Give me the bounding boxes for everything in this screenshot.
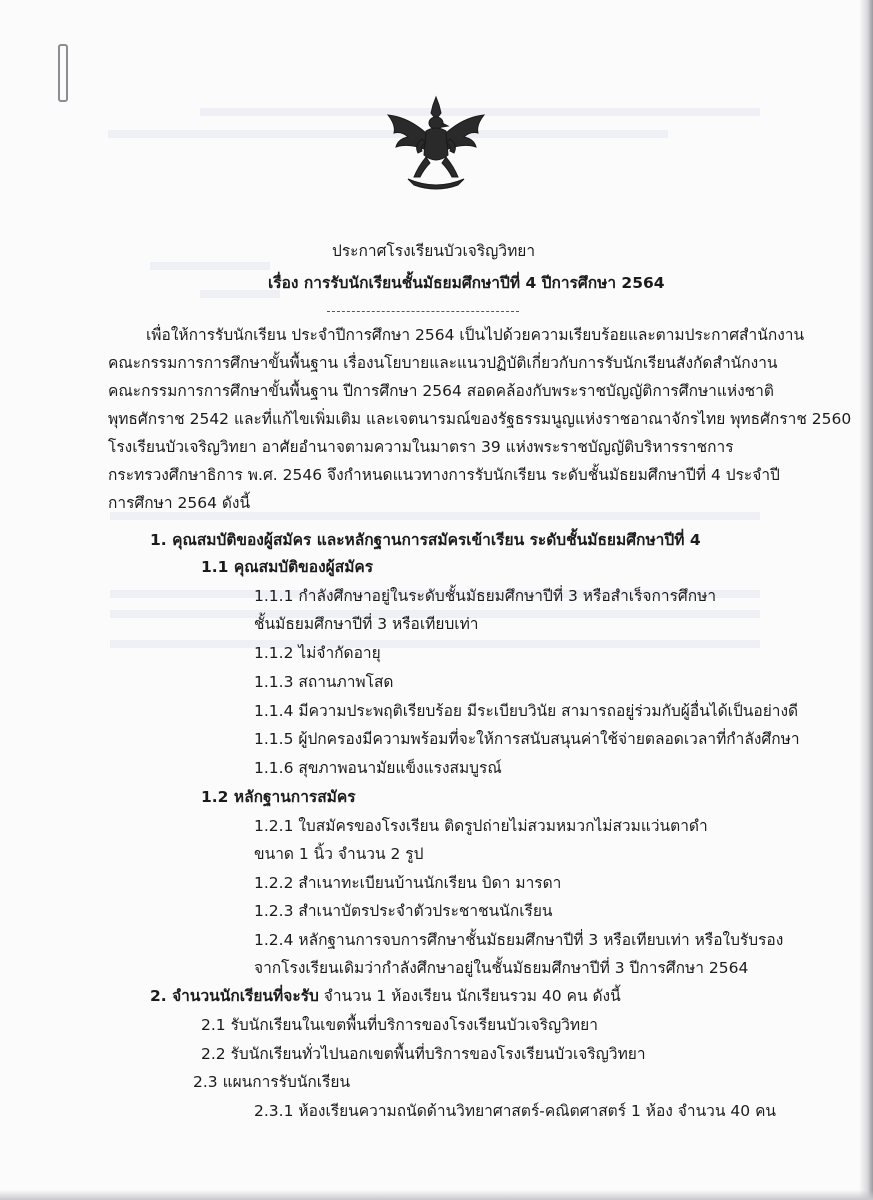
list-item: 1.1.1 กำลังศึกษาอยู่ในระดับชั้นมัธยมศึกษาปีที่ 3 หรือสำเร็จการศึกษา [254, 587, 717, 605]
list-item: 1.1.6 สุขภาพอนามัยแข็งแรงสมบูรณ์ [254, 759, 502, 777]
subsection-heading: 1.1 คุณสมบัติของผู้สมัคร [201, 558, 374, 576]
announcement-subject: เรื่อง การรับนักเรียนชั้นมัธยมศึกษาปีที่ 4 ปีการศึกษา 2564 [268, 274, 665, 292]
list-item: 2.3 แผนการรับนักเรียน [193, 1073, 351, 1091]
separator-line [327, 311, 519, 312]
list-item: 1.1.4 มีความประพฤติเรียบร้อย มีระเบียบวินัย สามารถอยู่ร่วมกับผู้อื่นได้เป็นอย่างดี [254, 702, 799, 720]
announcement-title: ประกาศโรงเรียนบัวเจริญวิทยา [332, 242, 536, 260]
list-item: 1.2.1 ใบสมัครของโรงเรียน ติดรูปถ่ายไม่สวมหมวกไม่สวมแว่นตาดำ [254, 817, 708, 835]
intro-line: คณะกรรมการการศึกษาขั้นพื้นฐาน เรื่องนโยบายและแนวปฏิบัติเกี่ยวกับการรับนักเรียนสังกัดสำนักงาน [108, 354, 778, 372]
intro-line: เพื่อให้การรับนักเรียน ประจำปีการศึกษา 2564 เป็นไปด้วยความเรียบร้อยและตามประกาศสำนักงาน [146, 326, 805, 344]
scan-edge [0, 1190, 873, 1200]
staple [58, 44, 68, 102]
section-heading-label: 2. จำนวนนักเรียนที่จะรับ [150, 987, 319, 1005]
list-item: ชั้นมัธยมศึกษาปีที่ 3 หรือเทียบเท่า [254, 615, 479, 633]
list-item: 1.1.2 ไม่จำกัดอายุ [254, 644, 381, 662]
intro-line: การศึกษา 2564 ดังนี้ [108, 494, 251, 512]
intro-line: พุทธศักราช 2542 และที่แก้ไขเพิ่มเติม และเจตนารมณ์ของรัฐธรรมนูญแห่งราชอาณาจักรไทย พุทธศักราช 2560 [108, 410, 852, 428]
intro-line: คณะกรรมการการศึกษาขั้นพื้นฐาน ปีการศึกษา 2564 สอดคล้องกับพระราชบัญญัติการศึกษาแห่งชาติ [108, 382, 774, 400]
list-item: 2.3.1 ห้องเรียนความถนัดด้านวิทยาศาสตร์-คณิตศาสตร์ 1 ห้อง จำนวน 40 คน [254, 1102, 777, 1120]
section-heading [150, 985, 621, 1007]
list-item: 2.1 รับนักเรียนในเขตพื้นที่บริการของโรงเรียนบัวเจริญวิทยา [201, 1016, 598, 1034]
list-item: 1.2.4 หลักฐานการจบการศึกษาชั้นมัธยมศึกษาปีที่ 3 หรือเทียบเท่า หรือใบรับรอง [254, 931, 784, 949]
scan-edge [859, 0, 873, 1200]
section-heading-detail: จำนวน 1 ห้องเรียน นักเรียนรวม 40 คน ดังนี้ [318, 987, 621, 1005]
intro-line: โรงเรียนบัวเจริญวิทยา อาศัยอำนาจตามความในมาตรา 39 แห่งพระราชบัญญัติบริหารราชการ [108, 438, 734, 456]
garuda-emblem [378, 95, 494, 191]
list-item: 1.2.2 สำเนาทะเบียนบ้านนักเรียน บิดา มารดา [254, 874, 562, 892]
section-heading: 1. คุณสมบัติของผู้สมัคร และหลักฐานการสมัครเข้าเรียน ระดับชั้นมัธยมศึกษาปีที่ 4 [150, 531, 701, 549]
list-item: จากโรงเรียนเดิมว่ากำลังศึกษาอยู่ในชั้นมัธยมศึกษาปีที่ 3 ปีการศึกษา 2564 [254, 959, 749, 977]
intro-line: กระทรวงศึกษาธิการ พ.ศ. 2546 จึงกำหนดแนวทางการรับนักเรียน ระดับชั้นมัธยมศึกษาปีที่ 4 ประจำปี [108, 466, 780, 484]
list-item: 1.2.3 สำเนาบัตรประจำตัวประชาชนนักเรียน [254, 902, 553, 920]
list-item: 1.1.3 สถานภาพโสด [254, 673, 394, 691]
subsection-heading: 1.2 หลักฐานการสมัคร [201, 788, 356, 806]
list-item: 1.1.5 ผู้ปกครองมีความพร้อมที่จะให้การสนับสนุนค่าใช้จ่ายตลอดเวลาที่กำลังศึกษา [254, 730, 800, 748]
list-item: 2.2 รับนักเรียนทั่วไปนอกเขตพื้นที่บริการของโรงเรียนบัวเจริญวิทยา [201, 1045, 646, 1063]
list-item: ขนาด 1 นิ้ว จำนวน 2 รูป [254, 845, 424, 863]
